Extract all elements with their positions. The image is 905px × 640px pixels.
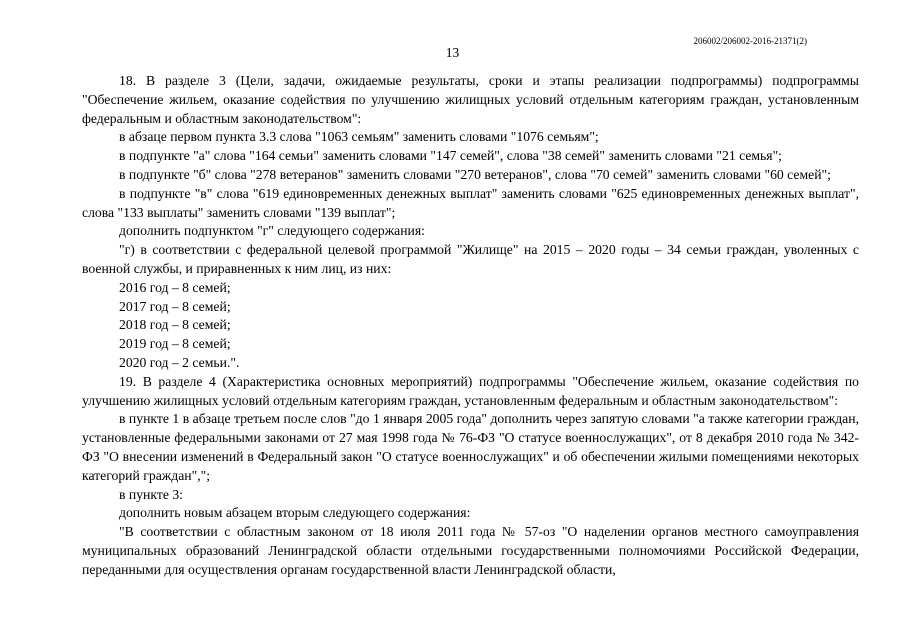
paragraph: в подпункте "в" слова "619 единовременных денежных выплат" заменить словами "625 единовременных денежных выплат", слова "133 выплаты" заменить словами "139 выплат"; — [82, 185, 859, 220]
page-number: 13 — [445, 45, 460, 60]
paragraph: 19. В разделе 4 (Характеристика основных мероприятий) подпрограммы "Обеспечение жильем, оказание содействия по улучшению жилищных условий отдельным категориям граждан, установленным федеральным и областным законодательством": — [82, 373, 859, 408]
paragraph: 2018 год – 8 семей; — [119, 317, 231, 333]
document-code: 206002/206002-2016-21371(2) — [693, 36, 807, 46]
paragraph: "г) в соответствии с федеральной целевой программой "Жилище" на 2015 – 2020 годы – 34 семьи граждан, уволенных с военной службы, и приравненных к ним лиц, из них: — [82, 242, 859, 276]
paragraph: в абзаце первом пункта 3.3 слова "1063 семьям" заменить словами "1076 семьям"; — [119, 129, 599, 145]
paragraph: дополнить новым абзацем вторым следующего содержания: — [119, 505, 471, 521]
paragraph: в пункте 1 в абзаце третьем после слов "до 1 января 2005 года" дополнить через запятую словами "а также категории граждан, установленные федеральными законами от 27 мая 1998 года № 76-ФЗ "О статусе военнослужащих", от 8 декабря 2010 года № 342-ФЗ "О внесении изменений в Федеральный закон "О статусе военнослужащих" и об обеспечении жилыми помещениями некоторых категорий граждан","; — [82, 411, 859, 483]
paragraph: 2020 год – 2 семьи.". — [119, 354, 240, 370]
paragraph: 18. В разделе 3 (Цели, задачи, ожидаемые результаты, сроки и этапы реализации подпрограммы) подпрограммы "Обеспечение жильем, оказание содействия по улучшению жилищных условий отдельным категориям граждан, установленным федеральным и областным законодательством": — [82, 73, 859, 126]
paragraph: 2019 год – 8 семей; — [119, 336, 231, 352]
paragraph: дополнить подпунктом "г" следующего содержания: — [119, 223, 425, 239]
paragraph: в пункте 3: — [119, 486, 183, 502]
paragraph: в подпункте "б" слова "278 ветеранов" заменить словами "270 ветеранов", слова "70 семей" заменить словами "60 семей"; — [119, 166, 831, 182]
document-body — [82, 72, 859, 580]
paragraph: в подпункте "а" слова "164 семьи" заменить словами "147 семей", слова "38 семей" заменить словами "21 семья"; — [119, 148, 782, 164]
paragraph: "В соответствии с областным законом от 18 июля 2011 года № 57-оз "О наделении органов местного самоуправления муниципальных образований Ленинградской области отдельными государственными полномочиями Российской Федерации, переданными для осуществления органам государственной власти Ленинградской области, — [82, 524, 859, 577]
paragraph: 2017 год – 8 семей; — [119, 298, 231, 314]
paragraph: 2016 год – 8 семей; — [119, 279, 231, 295]
